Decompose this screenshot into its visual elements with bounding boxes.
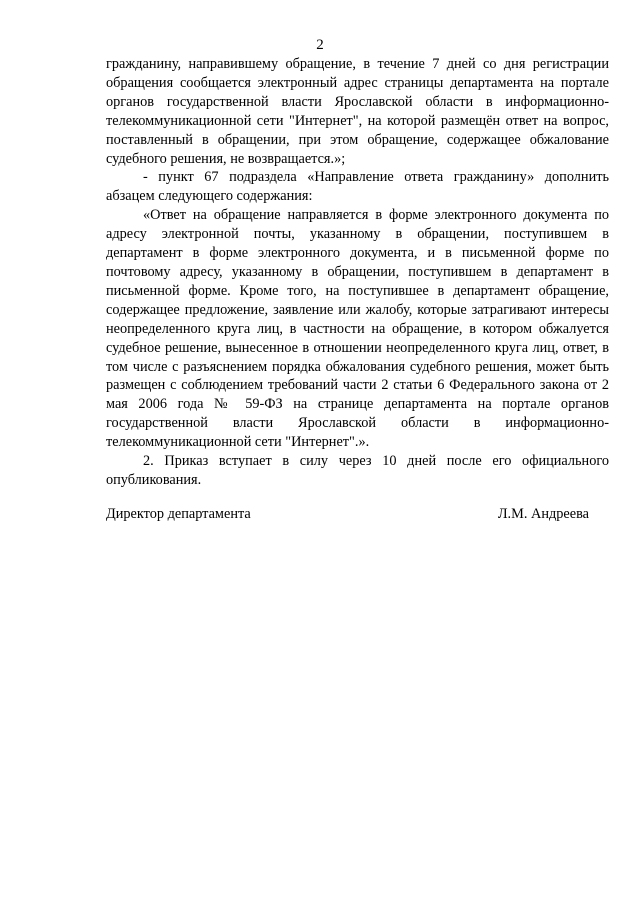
paragraph-quoted-text: «Ответ на обращение направляется в форме электронного документа по адресу электронной почты, указанному в обращении, поступившем в департамент в форме электронного документа, и в письменной форме по почтовому адресу, указанному в обращении, поступившем в департамент в письменной форме. Кроме того, на поступившее в департамент обращение, содержащее предложение, заявление или жалобу, которые затрагивают интересы неопределенного круга лиц, в частности на обращение, в котором обжалуется судебное решение, вынесенное в отношении неопределенного круга лиц, ответ, в том числе с разъяснением порядка обжалования судебного решения, может быть размещен с соблюдением требований части 2 статьи 6 Федерального закона от 2 мая 2006 года № 59-ФЗ на странице департамента на портале органов государственной власти Ярославской области в информационно-телекоммуникационной сети "Интернет".». <box>106 207 609 451</box>
signature-block <box>106 505 589 523</box>
paragraph-amendment-point: - пункт 67 подраздела «Направление ответа гражданину» дополнить абзацем следующего содержания: <box>106 169 609 205</box>
page-number: 2 <box>316 37 324 53</box>
signatory-name: Л.М. Андреева <box>497 506 589 522</box>
document-body <box>106 55 609 490</box>
paragraph-continuation: гражданину, направившему обращение, в течение 7 дней со дня регистрации обращения сообщается электронный адрес страницы департамента на портале органов государственной власти Ярославской области в информационно-телекоммуникационной сети "Интернет", на которой размещён ответ на вопрос, поставленный в обращении, при этом обращение, содержащее обжалование судебного решения, не возвращается.»; <box>106 56 609 167</box>
paragraph-effective-date: 2. Приказ вступает в силу через 10 дней после его официального опубликования. <box>106 453 609 488</box>
signatory-position: Директор департамента <box>106 506 251 522</box>
